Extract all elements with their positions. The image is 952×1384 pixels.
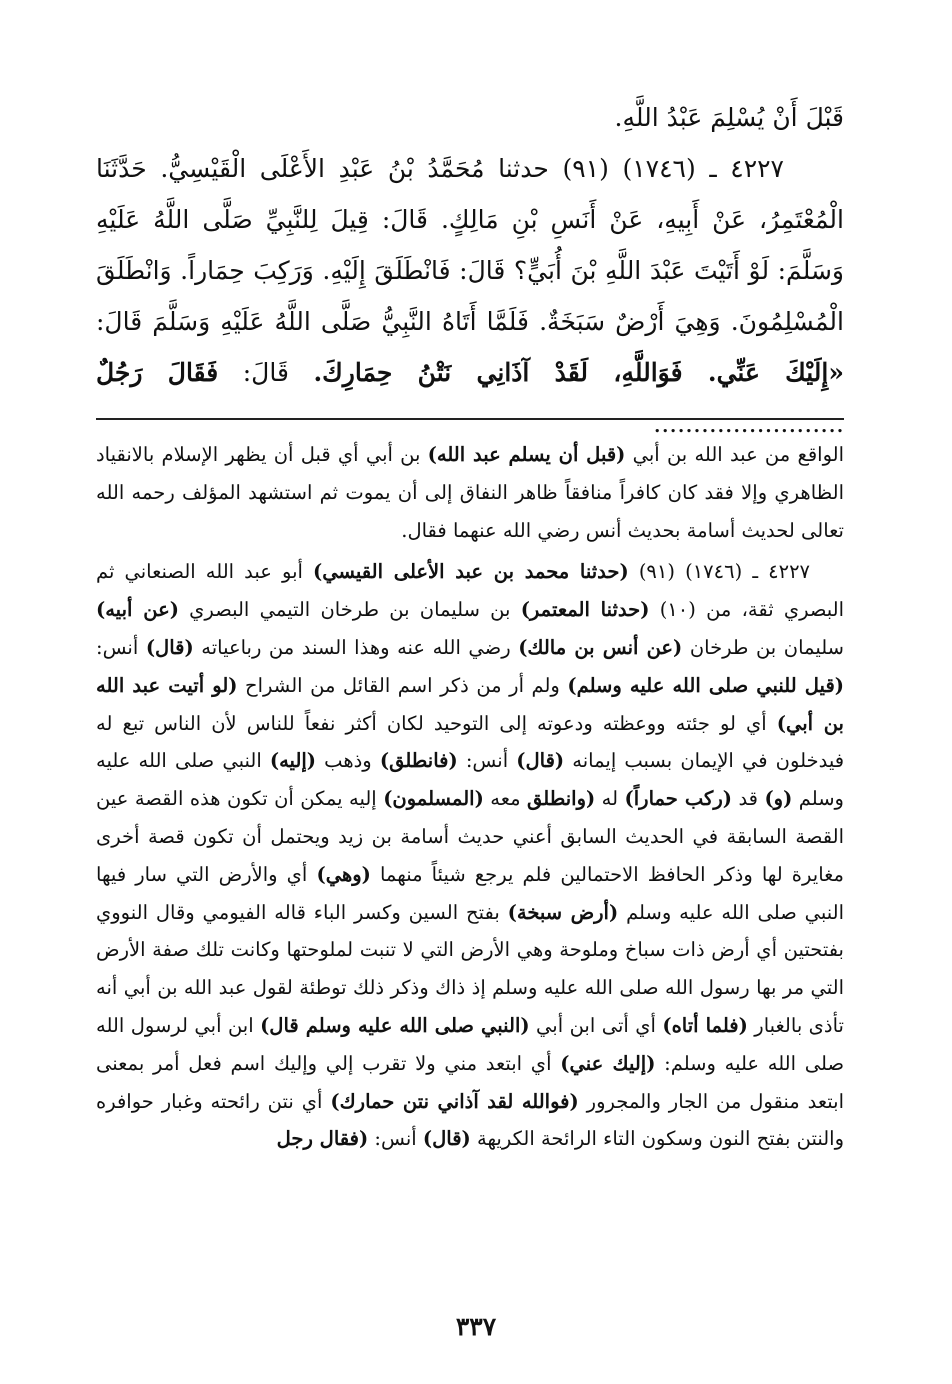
commentary-quote: (قيل للنبي صلى الله عليه وسلم) [567,673,844,697]
commentary-segment: أي نتن رائحته وغبار حوافره والنتن بفتح النون وسكون التاء الرائحة الكريهة [96,1089,844,1151]
hadith-chain-and-narrative: حدثنا مُحَمَّدُ بْنُ عَبْدِ الأَعْلَى الْقَيْسِيُّ. حَدَّثَنَا الْمُعْتَمِرُ، عَنْ أَبِيهِ، عَنْ أَنَسِ بْنِ مَالِكٍ. قَالَ: قِيلَ لِلنَّبِيِّ صَلَّى اللَّهُ عَلَيْهِ وَسَلَّمَ: لَوْ أَتَيْتَ عَبْدَ اللَّهِ بْنَ أُبَيٍّ؟ قَالَ: فَانْطَلَقَ إِلَيْهِ. وَرَكِبَ حِمَاراً. وَانْطَلَقَ الْمُسْلِمُونَ. وَهِيَ أَرْضٌ سَبَخَةٌ. فَلَمَّا أَتَاهُ النَّبِيُّ صَلَّى اللَّهُ عَلَيْهِ وَسَلَّمَ قَالَ: [96,154,844,336]
commentary-quote: (المسلمون) [383,787,484,811]
page-number: ٣٣٧ [455,1312,497,1341]
commentary-segment: سليمان بن طرخان [689,635,844,659]
commentary-quote: (إليه) [269,749,317,773]
hadith-number: ٤٢٢٧ ـ (١٧٤٦) (٩١) [562,154,784,183]
commentary-entry-4227 [96,553,844,1158]
commentary-segment: أنس: [465,749,509,773]
commentary-quote: (إليك عني) [560,1051,656,1075]
commentary-segment: أي لو جئته ووعظته ودعوته إلى التوحيد لكان أكثر نفعاً للناس لأن الناس تبع له فيدخلون في الإيمان بسبب إيمانه [96,711,845,773]
commentary-quote: (لو أتيت عبد الله بن أبي) [96,673,844,735]
commentary-quote: (فلما أتاه) [662,1013,748,1037]
commentary-quote: (أرض سبخة) [507,900,619,924]
commentary-quote: (قال) [422,1127,471,1151]
commentary-paragraph [96,436,844,549]
footnote-divider [96,418,844,420]
hadith-quote: فَقَالَ رَجُلٌ [96,358,219,387]
hadith-4227 [96,143,844,449]
commentary-segment: وذهب [324,749,372,773]
commentary-segment: أنس: [96,635,139,659]
hadith-text [96,92,844,449]
commentary-quote: (عن أنس بن مالك) [518,635,683,659]
commentary-segment: ابن أبي لرسول الله صلى الله عليه وسلم: [96,1013,845,1075]
commentary-segment: أي والأرض التي سار فيها النبي صلى الله عليه وسلم [96,862,845,924]
commentary-quote: (قبل أن يسلم عبد الله) [427,443,626,466]
commentary-segment: أي أتى ابن أبي [536,1013,656,1037]
hadith-quote: «إِلَيْكَ عَنِّي. فَوَاللَّهِ، لَقَدْ آذَانِي نَتْنُ حِمَارِكَ. [313,358,844,387]
commentary-quote: (و) [764,787,793,811]
commentary-segment: معه [490,787,521,811]
commentary-segment: رضي الله عنه وهذا السند من رباعياته [201,635,511,659]
hadith-segment: قَالَ: [242,358,289,387]
commentary-segment: بن سليمان بن طرخان التيمي البصري [189,598,511,622]
commentary-segment: قد [738,787,758,811]
commentary-quote: (عن أبيه) [96,598,179,622]
commentary-quote: (قال) [516,749,565,773]
commentary-quote: (فقال رجل [276,1127,369,1151]
commentary-segment: أنس: [374,1127,417,1151]
hadith-continuation: قَبْلَ أَنْ يُسْلِمَ عَبْدُ اللَّهِ. [614,103,844,132]
entry-number: ٤٢٢٧ ـ (١٧٤٦) (٩١) [638,560,811,584]
commentary-segment: الواقع من عبد الله بن أبي [632,443,845,466]
commentary-quote: (فوالله لقد آذاني نتن حمارك) [330,1089,579,1113]
commentary-quote: (وهي) [316,862,371,886]
commentary-text [96,436,844,1158]
continuation-dots: ........................ [653,409,844,438]
commentary-quote: (النبي صلى الله عليه وسلم قال) [260,1013,530,1037]
commentary-segment: أبو عبد الله الصنعاني ثم البصري ثقة، من (١٠) [96,560,845,622]
commentary-quote: (فانطلق) [379,749,458,773]
commentary-segment: بن أبي أي قبل أن يظهر الإسلام بالانقياد الظاهري وإلا فقد كان كافراً منافقاً ظاهر النفاق إلى أن يموت ثم استشهد المؤلف رحمه الله تعالى لحديث أسامة بحديث أنس رضي الله عنهما فقال. [96,443,844,542]
commentary-quote: (قال) [145,635,194,659]
commentary-quote: (حدثنا محمد بن عبد الأعلى القيسي) [313,560,629,584]
commentary-segment: ولم أر من ذكر اسم القائل من الشراح [245,673,560,697]
commentary-segment: أي ابتعد مني ولا تقرب إلي وإليك اسم فعل أمر بمعنى ابتعد منقول من الجار والمجرور [96,1051,844,1113]
commentary-quote: (ركب حماراً) [624,787,732,811]
commentary-segment: بفتح السين وكسر الباء قاله الفيومي وقال النووي بفتحتين أي أرض ذات سباخ وملوحة وهي الأرض التي لا تنبت لملوحتها وكانت تلك صفة الأرض التي مر بها رسول الله صلى الله عليه وسلم إذ ذاك وذكر ذلك توطئة لقول عبد الله بن أبي أنه تأذى بالغبار [96,900,844,1037]
commentary-quote: (حدثنا المعتمر) [520,598,650,622]
commentary-segment: النبي صلى الله عليه وسلم [96,749,844,811]
commentary-quote: (وانطلق [527,787,596,811]
commentary-segment: له [601,787,619,811]
commentary-segment: إليه يمكن أن تكون هذه القصة عين القصة السابقة في الحديث السابق أعني حديث أسامة بن زيد ويحتمل أن تكون قصة أخرى مغايرة لها وذكر الحافظ الاحتمالين فلم يرجع شيئاً منهما [96,787,845,886]
